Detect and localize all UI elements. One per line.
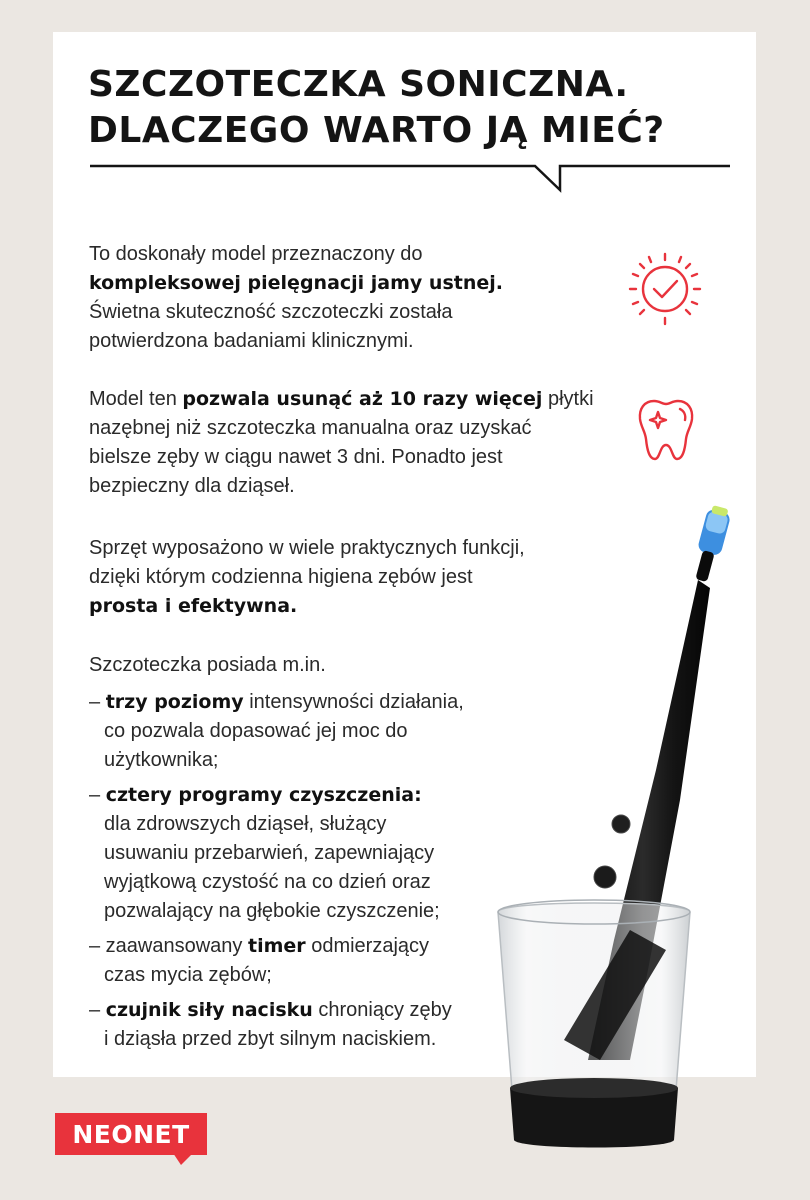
feature-continuation-line: pozwalający na głębokie czyszczenie; [104, 900, 440, 922]
efficiency-line-3: bielsze zęby w ciągu nawet 3 dni. Ponadto jest [89, 446, 503, 468]
feature-rest-text: odmierzający [305, 935, 430, 957]
feature-rest-text: intensywności działania, [243, 691, 464, 713]
feature-first-line [89, 932, 464, 961]
feature-item [89, 688, 464, 775]
check-circle-icon [626, 250, 704, 328]
functions-line-2: dzięki którym codzienna higiena zębów jest [89, 566, 473, 588]
features-intro: Szczoteczka posiada m.in. [89, 654, 326, 676]
feature-continuation-line: użytkownika; [104, 749, 219, 771]
feature-continuation-line: wyjątkową czystość na co dzień oraz [104, 871, 431, 893]
neonet-logo [55, 1113, 207, 1163]
intro-line-3: Świetna skuteczność szczoteczki została [89, 301, 453, 323]
feature-item [89, 932, 464, 990]
logo-speech-tail [173, 1153, 195, 1167]
feature-continuation-line: co pozwala dopasować jej moc do [104, 720, 408, 742]
tooth-sparkle-icon [636, 395, 696, 463]
functions-paragraph [89, 534, 525, 621]
title-line-1: SZCZOTECZKA SONICZNA. [88, 64, 629, 105]
feature-lead-text: – [89, 784, 106, 806]
feature-continuation-line: i dziąsła przed zbyt silnym naciskiem. [104, 1028, 437, 1050]
feature-continuation-line: dla zdrowszych dziąseł, służący [104, 813, 387, 835]
efficiency-line-2: nazębnej niż szczoteczka manualna oraz uzyskać [89, 417, 532, 439]
feature-first-line [89, 996, 464, 1025]
features-list [89, 688, 464, 1060]
toothbrush-in-glass-image [480, 500, 730, 1200]
efficiency-line-4: bezpieczny dla dziąseł. [89, 475, 295, 497]
feature-continuation-line: usuwaniu przebarwień, zapewniający [104, 842, 435, 864]
feature-lead-text: – [89, 999, 106, 1021]
efficiency-line-1-pre: Model ten [89, 388, 183, 410]
feature-bold-text: czujnik siły nacisku [105, 999, 313, 1021]
feature-lead-text: – zaawansowany [89, 935, 248, 957]
feature-continuation-line: czas mycia zębów; [104, 964, 272, 986]
efficiency-paragraph [89, 385, 594, 501]
speech-bubble-underline [90, 150, 730, 200]
functions-line-1: Sprzęt wyposażono w wiele praktycznych funkcji, [89, 537, 525, 559]
feature-bold-text: timer [247, 935, 306, 957]
efficiency-line-1-post: płytki [542, 388, 594, 410]
intro-line-1: To doskonały model przeznaczony do [89, 243, 423, 265]
page-title [88, 62, 665, 154]
feature-first-line [89, 781, 464, 810]
feature-item [89, 781, 464, 926]
feature-item [89, 996, 464, 1054]
intro-line-4: potwierdzona badaniami klinicznymi. [89, 330, 414, 352]
title-line-2: DLACZEGO WARTO JĄ MIEĆ? [88, 110, 665, 151]
feature-bold-text: cztery programy czyszczenia: [105, 784, 422, 806]
logo-text: NEONET [72, 1119, 190, 1149]
feature-lead-text: – [89, 691, 106, 713]
feature-bold-text: trzy poziomy [105, 691, 244, 713]
logo-box [55, 1113, 207, 1155]
feature-rest-text: chroniący zęby [312, 999, 452, 1021]
feature-first-line [89, 688, 464, 717]
intro-paragraph [89, 240, 503, 356]
intro-line-2-bold: kompleksowej pielęgnacji jamy ustnej. [89, 272, 503, 294]
efficiency-line-1-bold: pozwala usunąć aż 10 razy więcej [182, 388, 543, 410]
functions-line-3-bold: prosta i efektywna. [89, 595, 298, 617]
efficiency-line-1 [89, 385, 594, 414]
